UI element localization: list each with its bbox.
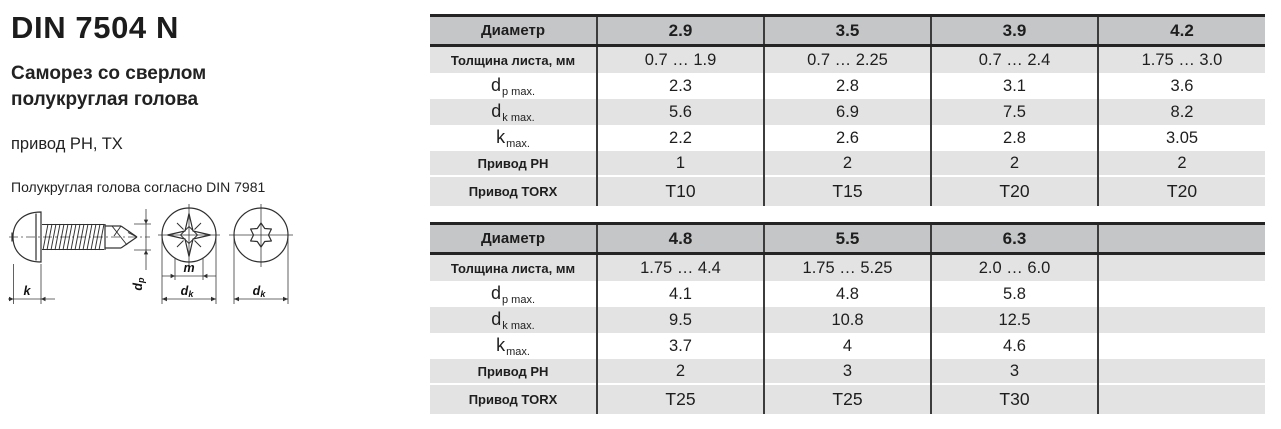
- ph-recess-view: [158, 204, 220, 304]
- value-cell: 0.7 … 2.25: [764, 46, 931, 74]
- diameter-value: 3.5: [764, 16, 931, 46]
- table-row-dp: [430, 281, 1265, 307]
- value-cell: 3.05: [1098, 125, 1265, 151]
- dim-label-k: k: [23, 284, 31, 298]
- row-label: $d_{k max.}$: [430, 307, 597, 333]
- value-cell: 2: [1098, 151, 1265, 176]
- value-cell: 4.8: [764, 281, 931, 307]
- table-row-drive-torx: [430, 176, 1265, 206]
- value-cell: T20: [1098, 176, 1265, 206]
- value-cell: 1.75 … 3.0: [1098, 46, 1265, 74]
- table-row-thickness: [430, 46, 1265, 74]
- table-row-drive-ph: [430, 151, 1265, 176]
- dim-label-dp: dp: [131, 277, 146, 291]
- value-cell: 12.5: [931, 307, 1098, 333]
- value-cell: T10: [597, 176, 764, 206]
- dim-label-dk: dk: [180, 284, 194, 299]
- value-cell: 5.8: [931, 281, 1098, 307]
- value-cell: T30: [931, 384, 1098, 414]
- row-label: Привод PH: [430, 151, 597, 176]
- value-cell: 4.6: [931, 333, 1098, 359]
- torx-recess-view: [229, 204, 293, 304]
- value-cell: 3.1: [931, 73, 1098, 99]
- value-cell-empty: [1098, 281, 1265, 307]
- dim-label-m: m: [183, 261, 195, 275]
- screw-side-view: [8, 209, 151, 304]
- dim-label-dk: dk: [252, 284, 266, 299]
- row-label: Толщина листа, мм: [430, 46, 597, 74]
- table-row-thickness: [430, 254, 1265, 282]
- value-cell: 3: [931, 359, 1098, 384]
- spec-table-small-diameters: [430, 14, 1265, 206]
- value-cell: 2.2: [597, 125, 764, 151]
- table-row-k: [430, 125, 1265, 151]
- value-cell: 3.6: [1098, 73, 1265, 99]
- value-cell: 8.2: [1098, 99, 1265, 125]
- diameter-value: 4.2: [1098, 16, 1265, 46]
- value-cell: 10.8: [764, 307, 931, 333]
- standard-note: Полукруглая голова согласно DIN 7981: [11, 179, 266, 195]
- row-label: Привод TORX: [430, 384, 597, 414]
- table-row-k: [430, 333, 1265, 359]
- value-cell: 6.9: [764, 99, 931, 125]
- subtitle-line-1: Саморез со сверлом: [11, 63, 207, 84]
- diameter-header-label: Диаметр: [430, 224, 597, 254]
- product-info-panel: [11, 10, 416, 195]
- value-cell: 2: [597, 359, 764, 384]
- table-row-dk: [430, 99, 1265, 125]
- value-cell: 1.75 … 4.4: [597, 254, 764, 282]
- value-cell: 1.75 … 5.25: [764, 254, 931, 282]
- product-subtitle: [11, 61, 416, 113]
- dimension-dp: [131, 209, 151, 291]
- table-row-drive-torx: [430, 384, 1265, 414]
- value-cell: T20: [931, 176, 1098, 206]
- value-cell: 2.0 … 6.0: [931, 254, 1098, 282]
- table-row-dp: [430, 73, 1265, 99]
- table-header-row: [430, 224, 1265, 254]
- row-label: Толщина листа, мм: [430, 254, 597, 282]
- value-cell: 0.7 … 2.4: [931, 46, 1098, 74]
- value-cell: 2: [764, 151, 931, 176]
- drive-note: привод PH, TX: [11, 135, 123, 153]
- diameter-value: 6.3: [931, 224, 1098, 254]
- value-cell: 1: [597, 151, 764, 176]
- diameter-value: 3.9: [931, 16, 1098, 46]
- dimension-m: [162, 258, 216, 280]
- value-cell-empty: [1098, 333, 1265, 359]
- technical-drawing: [8, 200, 303, 328]
- row-label: $d_{k max.}$: [430, 99, 597, 125]
- value-cell: 7.5: [931, 99, 1098, 125]
- value-cell: 3: [764, 359, 931, 384]
- page-title: DIN 7504 N: [11, 10, 179, 45]
- value-cell-empty: [1098, 307, 1265, 333]
- dimension-k: [8, 264, 55, 304]
- row-label: $k_{max.}$: [496, 126, 530, 150]
- value-cell: 3.7: [597, 333, 764, 359]
- diameter-value: 2.9: [597, 16, 764, 46]
- value-cell: 2.6: [764, 125, 931, 151]
- diameter-value-empty: [1098, 224, 1265, 254]
- row-label: $d_{p max.}$: [490, 282, 536, 306]
- value-cell: T25: [764, 384, 931, 414]
- value-cell: 2.8: [764, 73, 931, 99]
- spec-table-large-diameters: [430, 222, 1265, 414]
- value-cell-empty: [1098, 254, 1265, 282]
- value-cell: 4: [764, 333, 931, 359]
- value-cell: T25: [597, 384, 764, 414]
- value-cell: 2.3: [597, 73, 764, 99]
- value-cell: 5.6: [597, 99, 764, 125]
- diameter-value: 5.5: [764, 224, 931, 254]
- row-label: $k_{max.}$: [496, 334, 530, 358]
- table-row-drive-ph: [430, 359, 1265, 384]
- value-cell: 0.7 … 1.9: [597, 46, 764, 74]
- table-header-row: [430, 16, 1265, 46]
- value-cell: 2: [931, 151, 1098, 176]
- value-cell: 9.5: [597, 307, 764, 333]
- diameter-header-label: Диаметр: [430, 16, 597, 46]
- diameter-value: 4.8: [597, 224, 764, 254]
- subtitle-line-2: полукруглая голова: [11, 89, 199, 110]
- value-cell-empty: [1098, 359, 1265, 384]
- value-cell: T15: [764, 176, 931, 206]
- value-cell: 4.1: [597, 281, 764, 307]
- value-cell: 2.8: [931, 125, 1098, 151]
- row-label: Привод PH: [430, 359, 597, 384]
- row-label: $d_{p max.}$: [490, 74, 536, 98]
- table-row-dk: [430, 307, 1265, 333]
- value-cell-empty: [1098, 384, 1265, 414]
- row-label: Привод TORX: [430, 176, 597, 206]
